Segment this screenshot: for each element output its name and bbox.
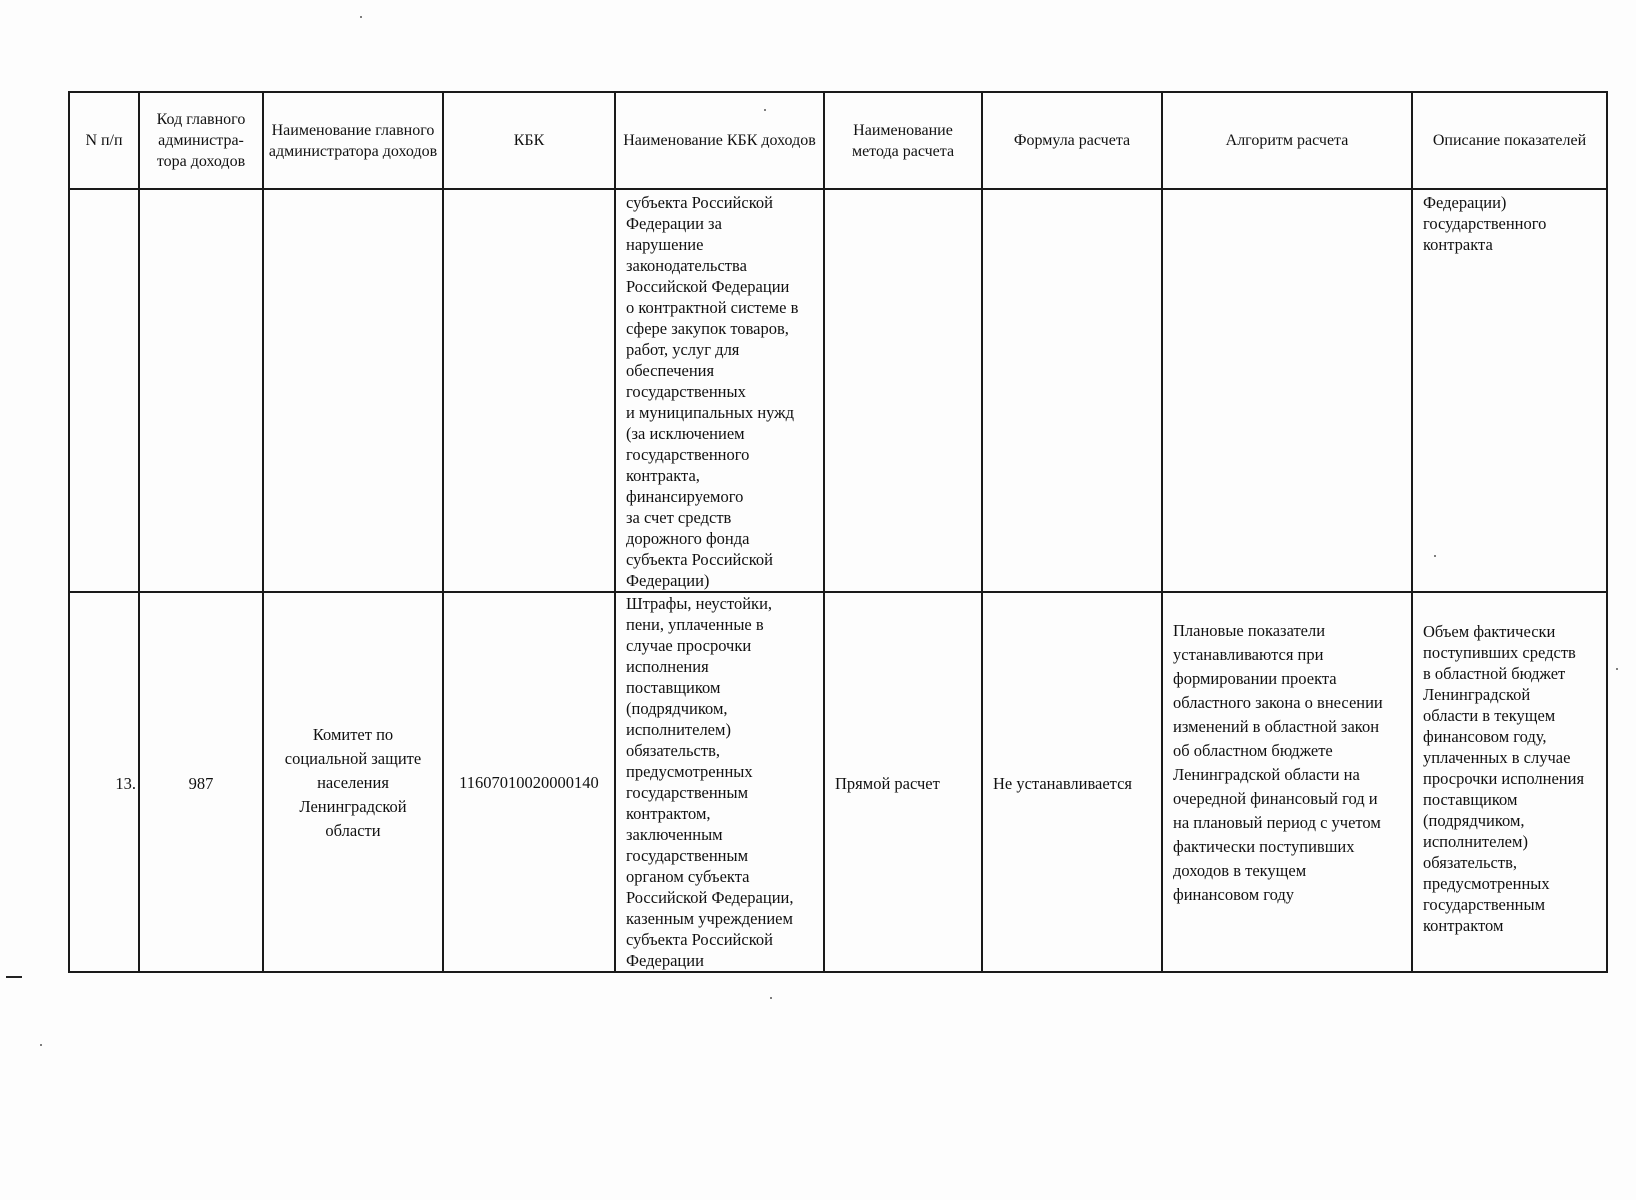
cell-algorithm xyxy=(1162,189,1412,592)
cell-algorithm: Плановые показатели устанавливаются при формировании проекта областного закона о внесении изменений в областной закон об областном бюджете Ленинградской области на очередной финансовый год и на плановый период с учетом фактически поступивших доходов в текущем финансовом году xyxy=(1162,592,1412,972)
scan-speck xyxy=(770,997,772,999)
header-admin-code: Код главного администра-тора доходов xyxy=(139,92,263,189)
cell-admin-name: Комитет по социальной защите населения Ленинградской области xyxy=(263,592,443,972)
cell-kbk-name: субъекта Российской Федерации за нарушение законодательства Российской Федерации о контрактной системе в сфере закупок товаров, работ, услуг для обеспечения государственных и муниципальных нужд (за исключением государственного контракта, финансируемого за счет средств дорожного фонда субъекта Российской Федерации) xyxy=(615,189,824,592)
scan-speck xyxy=(764,109,766,111)
cell-formula xyxy=(982,189,1162,592)
cell-kbk-name: Штрафы, неустойки, пени, уплаченные в случае просрочки исполнения поставщиком (подрядчиком, исполнителем) обязательств, предусмотренных государственным контрактом, заключенным государственным органом субъекта Российской Федерации, казенным учреждением субъекта Российской Федерации xyxy=(615,592,824,972)
cell-kbk: 11607010020000140 xyxy=(443,592,615,972)
cell-description: Объем фактически поступивших средств в областной бюджет Ленинградской области в текущем финансовом году, уплаченных в случае просрочки исполнения поставщиком (подрядчиком, исполнителем) обязательств, предусмотренных государственным контрактом xyxy=(1412,592,1607,972)
cell-kbk xyxy=(443,189,615,592)
cell-admin-name xyxy=(263,189,443,592)
cell-formula: Не устанавливается xyxy=(982,592,1162,972)
cell-admin-code xyxy=(139,189,263,592)
cell-method xyxy=(824,189,982,592)
table-row-continuation xyxy=(69,189,1607,592)
header-kbk: КБК xyxy=(443,92,615,189)
scan-speck xyxy=(360,16,362,18)
header-algorithm: Алгоритм расчета xyxy=(1162,92,1412,189)
scan-speck xyxy=(40,1044,42,1046)
table-header-row xyxy=(69,92,1607,189)
header-formula: Формула расчета xyxy=(982,92,1162,189)
cell-description: Федерации) государственного контракта xyxy=(1412,189,1607,592)
header-method: Наименование метода расчета xyxy=(824,92,982,189)
header-number: N п/п xyxy=(69,92,139,189)
header-admin-name: Наименование главного администратора доходов xyxy=(263,92,443,189)
cell-number: 13. xyxy=(69,592,139,972)
cell-method: Прямой расчет xyxy=(824,592,982,972)
scan-speck xyxy=(1434,555,1436,557)
revenue-forecast-table xyxy=(68,91,1608,973)
header-description: Описание показателей xyxy=(1412,92,1607,189)
table-row-13 xyxy=(69,592,1607,972)
cell-number xyxy=(69,189,139,592)
scan-speck xyxy=(1616,668,1618,670)
cell-admin-code: 987 xyxy=(139,592,263,972)
header-kbk-name: Наименование КБК доходов xyxy=(615,92,824,189)
scan-mark xyxy=(6,976,22,978)
